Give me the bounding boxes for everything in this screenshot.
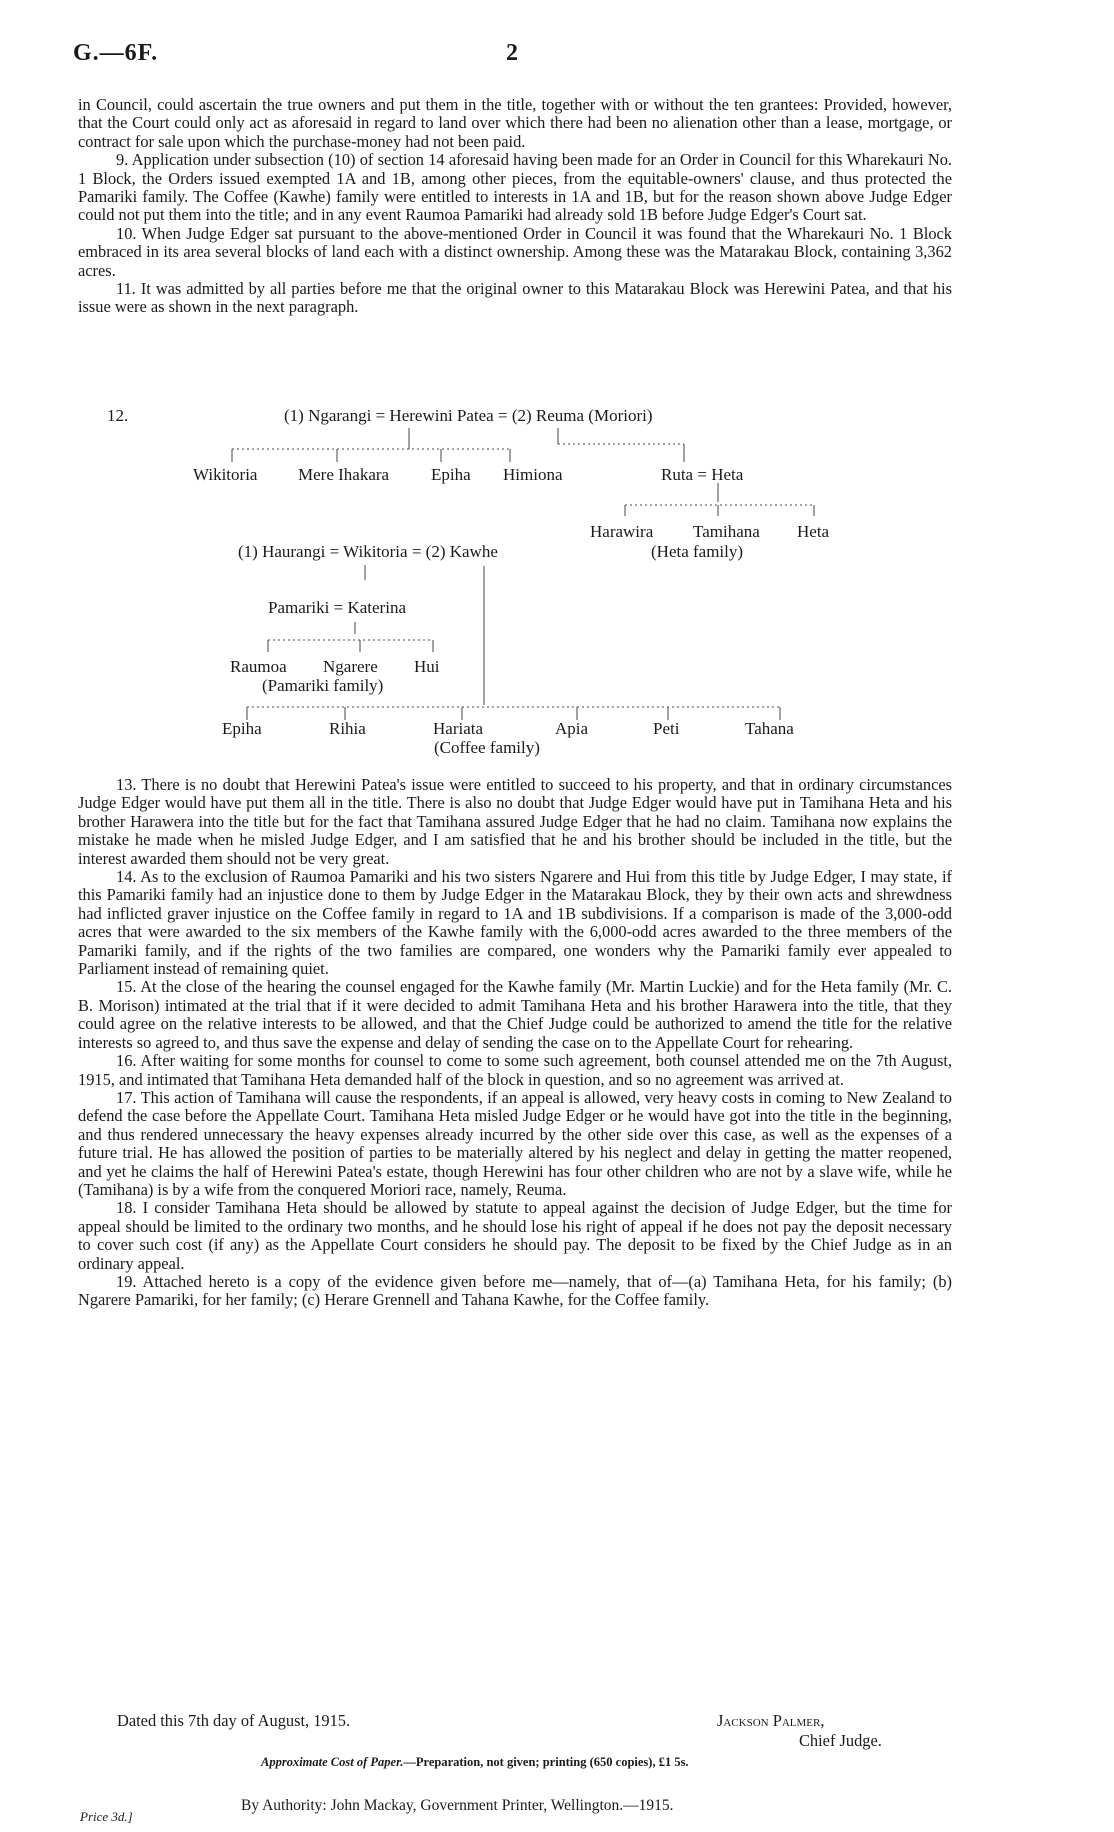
person-hariata: Hariata xyxy=(433,719,484,738)
body-bottom xyxy=(78,776,952,1310)
paragraph-10: 10. When Judge Edger sat pursuant to the above-mentioned Order in Council it was found that the Wharekauri No. 1 Block embraced in its area several blocks of land each with a distinct ownership. Among these was the Matarakau Block, containing 3,362 acres. xyxy=(78,223,952,280)
body-top xyxy=(78,96,952,317)
haurangi-line: (1) Haurangi = Wikitoria = (2) Kawhe xyxy=(238,542,498,561)
paragraph-18: 18. I consider Tamihana Heta should be allowed by statute to appeal against the decision of Judge Edger, but the time for appeal should be limited to the ordinary two months, and he should lose his right of appeal if he does not pay the deposit necessary to cover such cost (if any) as the Appellate Court considers he should pay. The deposit to be fixed by the Chief Judge as in an ordinary appeal. xyxy=(78,1198,952,1273)
paragraph-14: 14. As to the exclusion of Raumoa Pamariki and his two sisters Ngarere and Hui from this title by Judge Edger, I may state, if this Pamariki family had an injustice done to them by Judge Edger in the Matarakau Block, they by their own acts and shrewdness had inflicted graver injustice on the Coffee family in regard to 1A and 1B subdivisions. If a comparison is made of the 3,000-odd acres that were awarded to the six members of the Kawhe family with the 6,000-odd acres awarded to the three members of the Pamariki family, and if the rights of the two families are compared, one wonders why the Pamariki family ever appealed to Parliament instead of remaining quiet. xyxy=(78,867,952,979)
paragraph-19: 19. Attached hereto is a copy of the evidence given before me—namely, that of—(a) Tamihana Heta, for his family; (b) Ngarere Pamariki, for her family; (c) Herare Grennell and Tahana Kawhe, for the Coffee family. xyxy=(78,1271,952,1310)
person-tamihana: Tamihana xyxy=(693,522,760,541)
person-wikitoria: Wikitoria xyxy=(193,465,258,484)
top-line: (1) Ngarangi = Herewini Patea = (2) Reuma (Moriori) xyxy=(284,406,653,425)
person-apia: Apia xyxy=(555,719,589,738)
series-code: G.—6F. xyxy=(73,40,159,66)
person-epiha-kawhe: Epiha xyxy=(222,719,262,738)
page-number: 2 xyxy=(506,40,518,66)
paragraph-13: 13. There is no doubt that Herewini Patea's issue were entitled to succeed to his property, and that in ordinary circumstances Judge Edger would have put them all in the title. There is also no doubt that Judge Edger would have put in Tamihana Heta and his brother Harawera into the title but for the fact that Tamihana assured Judge Edger that he had no claim. Tamihana now explains the mistake he made when he misled Judge Edger, and I am satisfied that he and his brother should be included in the title, but the interest awarded them should not be very great. xyxy=(78,775,952,868)
person-mere-ihakara: Mere Ihakara xyxy=(298,465,390,484)
person-peti: Peti xyxy=(653,719,680,738)
paragraph-12-number: 12. xyxy=(107,406,129,425)
paragraph-16: 16. After waiting for some months for counsel to come to some such agreement, both counsel attended me on the 7th August, 1915, and intimated that Tamihana Heta demanded half of the block in question, and so no agreement was arrived at. xyxy=(78,1051,952,1089)
paragraph-11: 11. It was admitted by all parties before me that the original owner to this Matarakau Block was Herewini Patea, and that his issue were as shown in the next paragraph. xyxy=(78,279,952,317)
cost-note xyxy=(261,1755,689,1770)
person-raumoa: Raumoa xyxy=(230,657,287,676)
paragraph: in Council, could ascertain the true owners and put them in the title, together with or without the ten grantees: Provided, however, that the Court could only act as aforesaid in regard to land over which there had been no alienation other than a lease, mortgage, or contract for sale upon which the purchase-money had not been paid. xyxy=(78,95,952,151)
ruta-heta-line: Ruta = Heta xyxy=(661,465,744,484)
signer-title: Chief Judge. xyxy=(799,1731,882,1750)
signer-name: Jackson Palmer, xyxy=(717,1711,825,1730)
dated-line: Dated this 7th day of August, 1915. xyxy=(117,1711,351,1730)
paragraph-9: 9. Application under subsection (10) of section 14 aforesaid having been made for an Order in Council for this Wharekauri No. 1 Block, the Orders issued exempted 1A and 1B, among other pieces, from the equitable-owners' clause, and thus protected the Pamariki family. The Coffee (Kawhe) family were entitled to interests in 1A and 1B, but for the reason shown above Judge Edger could not put them into the title; and in any event Raumoa Pamariki had already sold 1B before Judge Edger's Court sat. xyxy=(78,150,952,225)
printer-authority: By Authority: John Mackay, Government Printer, Wellington.—1915. xyxy=(241,1797,674,1814)
person-ngarere: Ngarere xyxy=(323,657,378,676)
heta-family-label: (Heta family) xyxy=(651,542,744,561)
person-epiha: Epiha xyxy=(431,465,471,484)
person-rihia: Rihia xyxy=(329,719,366,738)
person-himiona: Himiona xyxy=(503,465,563,484)
coffee-family-label: (Coffee family) xyxy=(434,738,540,757)
person-harawira: Harawira xyxy=(590,522,654,541)
cost-label: Approximate Cost of Paper. xyxy=(261,1755,404,1769)
price-note: Price 3d.] xyxy=(80,1809,133,1824)
person-hui: Hui xyxy=(414,657,440,676)
paragraph-15: 15. At the close of the hearing the counsel engaged for the Kawhe family (Mr. Martin Luckie) and for the Heta family (Mr. C. B. Morison) intimated at the trial that if it were decided to admit Tamihana Heta and his brother Harawera into the title, that they could agree on the relative interests to be allowed, and that the Chief Judge could be authorized to amend the title for the relative interests so agreed to, and thus save the expense and delay of sending the case on to the Appellate Court for rehearing. xyxy=(78,977,952,1052)
person-heta: Heta xyxy=(797,522,830,541)
cost-text: —Preparation, not given; printing (650 copies), £1 5s. xyxy=(403,1755,689,1769)
paragraph-17: 17. This action of Tamihana will cause the respondents, if an appeal is allowed, very heavy costs in coming to New Zealand to defend the case before the Appellate Court. Tamihana Heta misled Judge Edger or he would have got into the title in the beginning, and thus rendered unnecessary the heavy expenses already incurred by the other side over this case, as well as the expenses of a future trial. He has allowed the position of parties to be materially altered by his neglect and delay in getting the matter reopened, and yet he claims the half of Herewini Patea's estate, though Herewini has four other children who are not by a slave wife, while he (Tamihana) is by a wife from the conquered Moriori race, namely, Reuma. xyxy=(78,1087,952,1199)
pamariki-line: Pamariki = Katerina xyxy=(268,598,406,617)
person-tahana: Tahana xyxy=(745,719,794,738)
pamariki-family-label: (Pamariki family) xyxy=(262,676,384,695)
